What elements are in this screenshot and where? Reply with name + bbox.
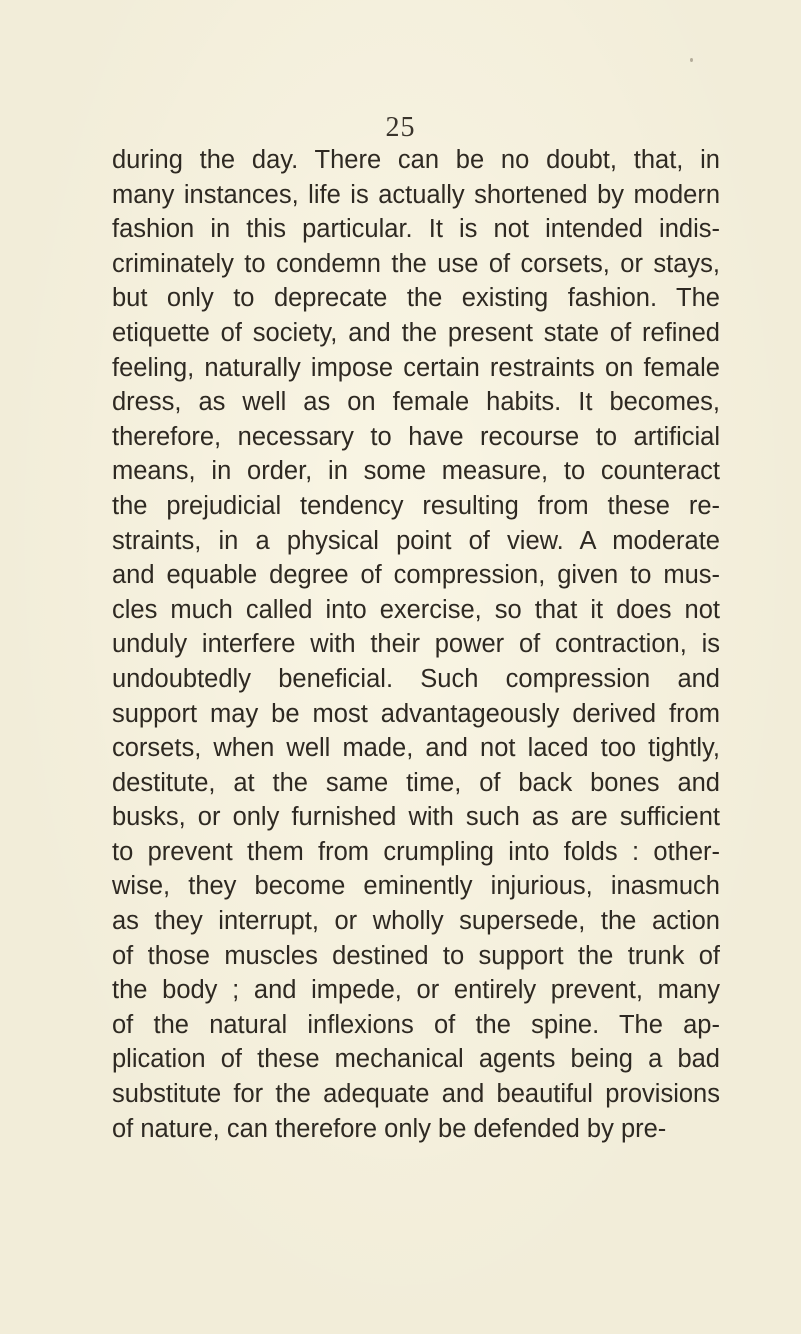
text-line: straints, in a physical point of view. A moderate bbox=[112, 526, 720, 555]
text-line: to prevent them from crumpling into folds : other- bbox=[112, 837, 720, 866]
body-text bbox=[112, 143, 720, 1146]
text-line: wise, they become eminently injurious, inasmuch bbox=[112, 872, 720, 901]
text-line: the body ; and impede, or entirely prevent, many bbox=[112, 976, 720, 1005]
text-line: as they interrupt, or wholly supersede, the action bbox=[112, 907, 720, 936]
text-line: means, in order, in some measure, to counteract bbox=[112, 457, 720, 486]
paper-speck bbox=[690, 58, 693, 62]
text-line: criminately to condemn the use of corsets, or stays, bbox=[112, 249, 720, 278]
text-line: dress, as well as on female habits. It becomes, bbox=[112, 388, 720, 417]
text-line: the prejudicial tendency resulting from these re- bbox=[112, 491, 720, 520]
text-line: cles much called into exercise, so that it does not bbox=[112, 595, 720, 624]
text-line: substitute for the adequate and beautiful provisions bbox=[112, 1080, 720, 1109]
text-line: of the natural inflexions of the spine. The ap- bbox=[112, 1010, 720, 1039]
text-line: busks, or only furnished with such as are sufficient bbox=[112, 803, 720, 832]
text-line: many instances, life is actually shortened by modern bbox=[112, 180, 720, 209]
text-line: support may be most advantageously derived from bbox=[112, 699, 720, 728]
text-line: corsets, when well made, and not laced too tightly, bbox=[112, 734, 720, 763]
text-line: feeling, naturally impose certain restraints on female bbox=[112, 353, 720, 382]
text-line: destitute, at the same time, of back bones and bbox=[112, 768, 720, 797]
text-line: plication of these mechanical agents being a bad bbox=[112, 1045, 720, 1074]
text-line: undoubtedly beneficial. Such compression and bbox=[112, 664, 720, 693]
text-line: of those muscles destined to support the trunk of bbox=[112, 941, 720, 970]
text-line: and equable degree of compression, given to mus- bbox=[112, 561, 720, 590]
text-line: unduly interfere with their power of contraction, is bbox=[112, 630, 720, 659]
text-line: fashion in this particular. It is not intended indis- bbox=[112, 215, 720, 244]
text-line: etiquette of society, and the present state of refined bbox=[112, 318, 720, 347]
page-number: 25 bbox=[385, 112, 416, 143]
text-line: of nature, can therefore only be defended by pre- bbox=[112, 1114, 667, 1143]
text-line: during the day. There can be no doubt, that, in bbox=[112, 146, 720, 174]
text-line: therefore, necessary to have recourse to artificial bbox=[112, 422, 720, 451]
text-line: but only to deprecate the existing fashion. The bbox=[112, 284, 720, 313]
